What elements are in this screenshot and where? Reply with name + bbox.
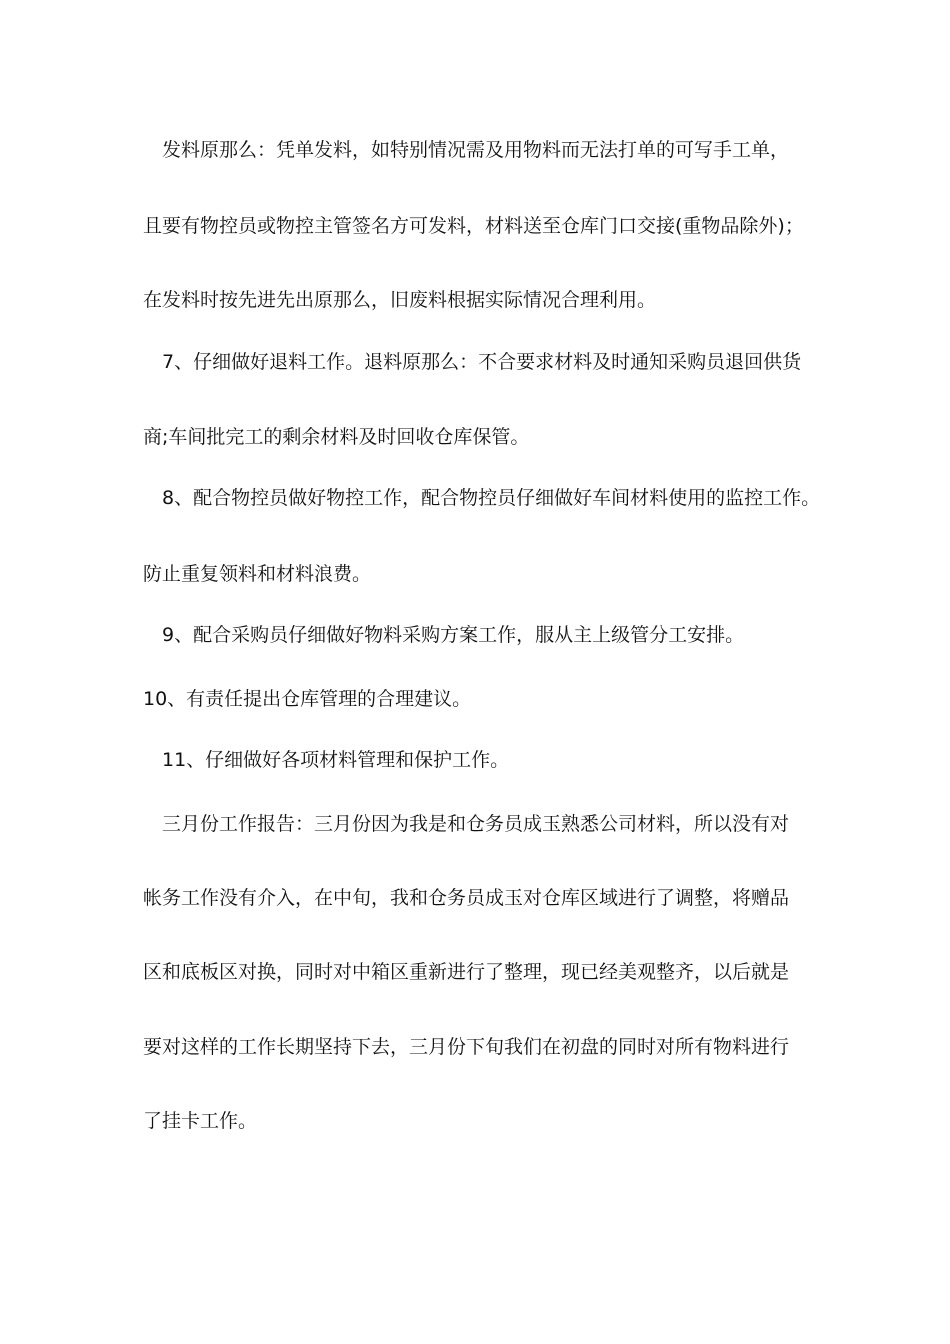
text-line: 要对这样的工作长期坚持下去，三月份下旬我们在初盘的同时对所有物料进行	[143, 1036, 790, 1058]
text-line: 帐务工作没有介入，在中旬，我和仓务员成玉对仓库区域进行了调整，将赠品	[143, 887, 790, 909]
text-line: 且要有物控员或物控主管签名方可发料，材料送至仓库门口交接(重物品除外)；	[143, 215, 804, 237]
text-line: 区和底板区对换，同时对中箱区重新进行了整理，现已经美观整齐，以后就是	[143, 961, 790, 983]
text-line: 在发料时按先进先出原那么，旧废料根据实际情况合理利用。	[143, 289, 657, 311]
text-line: 了挂卡工作。	[143, 1110, 258, 1132]
text-line: 发料原那么：凭单发料，如特别情况需及用物料而无法打单的可写手工单，	[162, 139, 790, 161]
text-line: 10、有责任提出仓库管理的合理建议。	[143, 688, 472, 710]
text-line: 9、配合采购员仔细做好物料采购方案工作，服从主上级管分工安排。	[162, 624, 745, 646]
text-line: 三月份工作报告：三月份因为我是和仓务员成玉熟悉公司材料，所以没有对	[162, 813, 790, 835]
text-line: 防止重复领料和材料浪费。	[143, 563, 372, 585]
text-line: 商;车间批完工的剩余材料及时回收仓库保管。	[143, 426, 530, 448]
text-line: 11、仔细做好各项材料管理和保护工作。	[162, 749, 510, 771]
text-line: 8、配合物控员做好物控工作，配合物控员仔细做好车间材料使用的监控工作。	[162, 487, 821, 509]
text-line: 7、仔细做好退料工作。退料原那么：不合要求材料及时通知采购员退回供货	[162, 351, 802, 373]
